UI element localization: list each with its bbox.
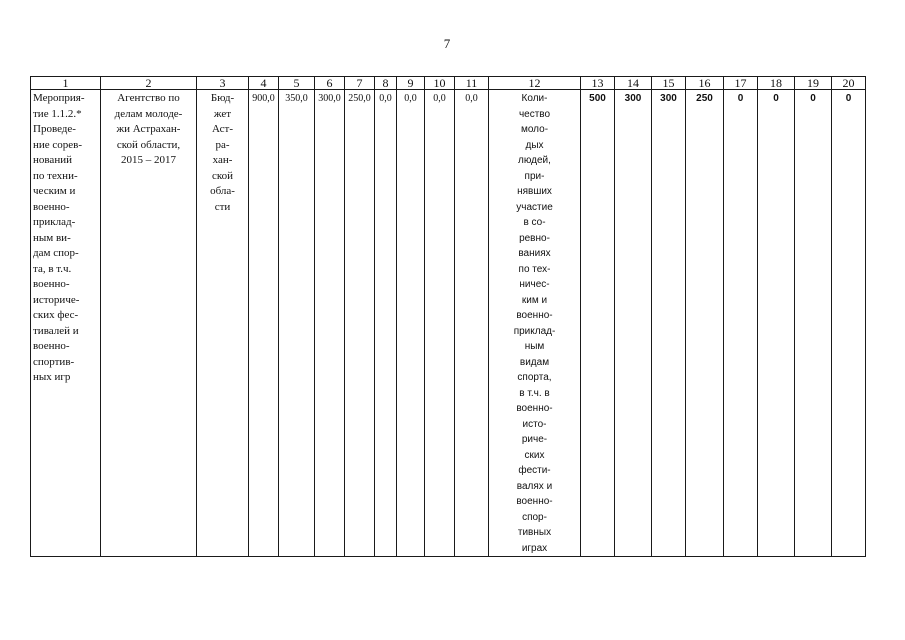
- column-header-11: 11: [455, 77, 489, 90]
- column-header-3: 3: [197, 77, 249, 90]
- column-header-13: 13: [581, 77, 615, 90]
- column-header-8: 8: [375, 77, 397, 90]
- value-cell-17: 0: [724, 90, 758, 557]
- value-cell-5: 350,0: [279, 90, 315, 557]
- header-row: [31, 77, 866, 90]
- value-cell-18: 0: [758, 90, 795, 557]
- column-header-10: 10: [425, 77, 455, 90]
- value-cell-13: 500: [581, 90, 615, 557]
- value-cell-11: 0,0: [455, 90, 489, 557]
- value-cell-9: 0,0: [397, 90, 425, 557]
- column-header-16: 16: [686, 77, 724, 90]
- funding-source-cell: Бюд- жет Аст- ра- хан- ской обла- сти: [197, 90, 249, 557]
- executor-cell: Агентство по делам молоде- жи Астрахан- ской области, 2015 – 2017: [101, 90, 197, 557]
- column-header-6: 6: [315, 77, 345, 90]
- column-header-19: 19: [795, 77, 832, 90]
- event-name-cell: Мероприя- тие 1.1.2.* Проведе- ние сорев- нований по техни- ческим и военно- приклад- ным ви- дам спор- та, в т.ч. военно- историче- ских фес- тивалей и военно- спортив- ных игр: [31, 90, 101, 557]
- value-cell-10: 0,0: [425, 90, 455, 557]
- value-cell-4: 900,0: [249, 90, 279, 557]
- column-header-20: 20: [832, 77, 866, 90]
- value-cell-16: 250: [686, 90, 724, 557]
- indicator-cell: Коли- чество моло- дых людей, при- нявших участие в со- ревно- ваниях по тех- ничес- ким и военно- приклад- ным видам спорта, в т.ч. в военно- исто- риче- ских фести- валях и военно- спор- тивных играх: [489, 90, 581, 557]
- column-header-12: 12: [489, 77, 581, 90]
- column-header-4: 4: [249, 77, 279, 90]
- program-table: [30, 76, 866, 557]
- column-header-15: 15: [652, 77, 686, 90]
- column-header-7: 7: [345, 77, 375, 90]
- column-header-1: 1: [31, 77, 101, 90]
- value-cell-7: 250,0: [345, 90, 375, 557]
- value-cell-20: 0: [832, 90, 866, 557]
- column-header-14: 14: [615, 77, 652, 90]
- column-header-9: 9: [397, 77, 425, 90]
- column-header-2: 2: [101, 77, 197, 90]
- value-cell-6: 300,0: [315, 90, 345, 557]
- column-header-18: 18: [758, 77, 795, 90]
- value-cell-14: 300: [615, 90, 652, 557]
- column-header-17: 17: [724, 77, 758, 90]
- page-number: 7: [443, 36, 451, 51]
- value-cell-19: 0: [795, 90, 832, 557]
- column-header-5: 5: [279, 77, 315, 90]
- value-cell-8: 0,0: [375, 90, 397, 557]
- value-cell-15: 300: [652, 90, 686, 557]
- table-row: [31, 90, 866, 557]
